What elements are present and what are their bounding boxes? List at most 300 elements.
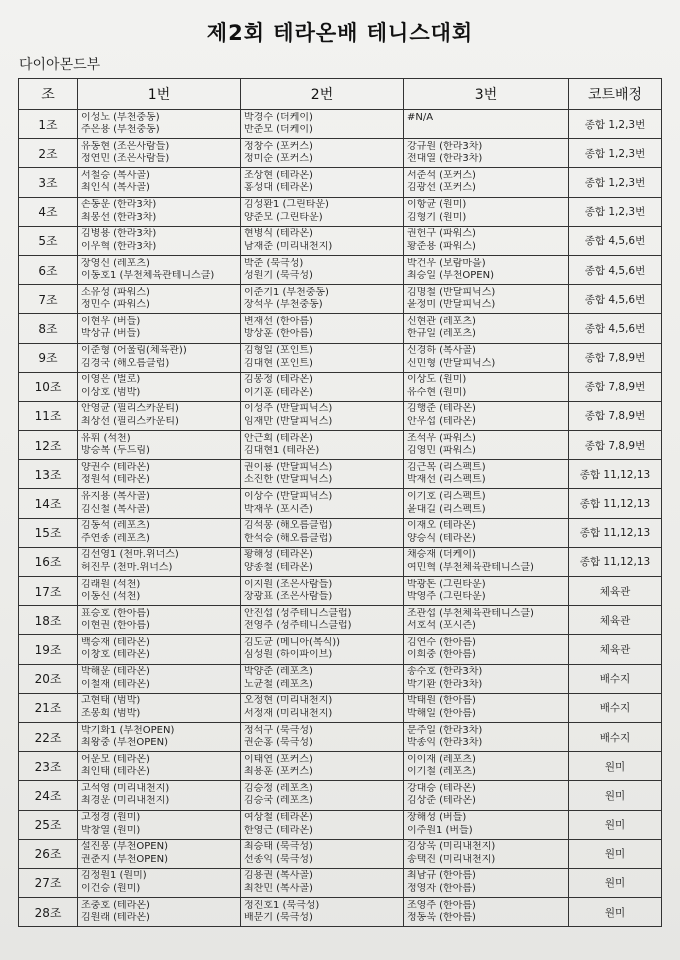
team-slot-3 xyxy=(404,810,569,839)
team-slot-1 xyxy=(78,606,241,635)
player-entry: 전대열 (한라3차) xyxy=(407,153,483,165)
team-slot-3 xyxy=(404,898,569,927)
player-entry: 김도균 (메니아(복식)) xyxy=(244,636,341,648)
player-entry: 이기호 (리스펙트) xyxy=(407,491,486,503)
player-entry: 최찬민 (복사골) xyxy=(244,882,313,894)
player-entry: 송수호 (한라3차) xyxy=(407,666,483,678)
player-entry: 정영자 (한아름) xyxy=(407,882,476,894)
group-number: 21조 xyxy=(19,693,78,722)
team-slot-2 xyxy=(241,139,404,168)
player-entry: 어운모 (테라온) xyxy=(81,753,150,765)
table-row xyxy=(19,577,662,606)
player-entry: 김명철 (반달피닉스) xyxy=(407,286,496,298)
player-entry xyxy=(407,124,568,137)
team-slot-2 xyxy=(241,606,404,635)
team-slot-2 xyxy=(241,781,404,810)
player-entry: 권이룡 (반달피닉스) xyxy=(244,461,333,473)
team-slot-3 xyxy=(404,606,569,635)
player-entry: 윤대길 (리스펙트) xyxy=(407,503,486,515)
team-slot-2 xyxy=(241,255,404,284)
player-entry: 최경운 (미리내천지) xyxy=(81,795,170,807)
table-row xyxy=(19,285,662,314)
team-slot-2 xyxy=(241,722,404,751)
team-slot-2 xyxy=(241,314,404,343)
player-entry: 최남규 (한아름) xyxy=(407,870,476,882)
team-slot-1 xyxy=(78,664,241,693)
player-entry: 김래원 (석천) xyxy=(81,578,141,590)
group-number: 4조 xyxy=(19,197,78,226)
team-slot-2 xyxy=(241,168,404,197)
player-entry: 장석우 (부천중동) xyxy=(244,299,323,311)
header-slot-3: 3번 xyxy=(404,79,569,110)
group-number: 28조 xyxy=(19,898,78,927)
team-slot-3 xyxy=(404,547,569,576)
team-slot-3 xyxy=(404,693,569,722)
player-entry: 소진한 (반달피닉스) xyxy=(244,474,333,486)
team-slot-3 xyxy=(404,635,569,664)
court-assignment: 종합 11,12,13 xyxy=(569,518,662,547)
player-entry: 박광돈 (그린타운) xyxy=(407,578,486,590)
player-entry: 이상도 (원미) xyxy=(407,374,467,386)
team-slot-3 xyxy=(404,722,569,751)
table-row xyxy=(19,139,662,168)
player-entry: 김원래 (테라온) xyxy=(81,912,150,924)
player-entry: 김봉정 (테라온) xyxy=(244,374,313,386)
player-entry: 유수현 (원미) xyxy=(407,386,467,398)
header-slot-1: 1번 xyxy=(78,79,241,110)
player-entry: 전영주 (성주테니스클럽) xyxy=(244,620,352,632)
player-entry: 박기환 (한라3차) xyxy=(407,678,483,690)
player-entry: 설진봉 (부천OPEN) xyxy=(81,841,168,853)
group-number: 3조 xyxy=(19,168,78,197)
team-slot-1 xyxy=(78,722,241,751)
team-slot-3 xyxy=(404,343,569,372)
player-entry: 김행준 (테라온) xyxy=(407,403,476,415)
player-entry: 양승식 (테라온) xyxy=(407,532,476,544)
player-entry: 배문기 (북극성) xyxy=(244,912,313,924)
player-entry: 김정원1 (원미) xyxy=(81,870,147,882)
court-assignment: 종합 4,5,6번 xyxy=(569,314,662,343)
team-slot-1 xyxy=(78,839,241,868)
player-entry: 정석구 (북극성) xyxy=(244,724,313,736)
player-entry: 박영주 (그린타운) xyxy=(407,591,486,603)
player-entry: 김형일 (포인트) xyxy=(244,345,313,357)
player-entry: 이성주 (반달피닉스) xyxy=(244,403,333,415)
group-number: 7조 xyxy=(19,285,78,314)
player-entry: 유휘 (석천) xyxy=(81,432,131,444)
table-row xyxy=(19,547,662,576)
player-entry: 김근목 (리스펙트) xyxy=(407,461,486,473)
player-entry: 신현관 (레포츠) xyxy=(407,315,476,327)
team-slot-1 xyxy=(78,314,241,343)
player-entry: 김영민 (파워스) xyxy=(407,445,476,457)
team-slot-2 xyxy=(241,693,404,722)
team-slot-2 xyxy=(241,518,404,547)
header-group: 조 xyxy=(19,79,78,110)
player-entry: 현병식 (테라온) xyxy=(244,228,313,240)
document-title: 제2회 테라온배 테니스대회 xyxy=(206,21,474,45)
team-slot-3 xyxy=(404,197,569,226)
player-entry: 소유성 (파워스) xyxy=(81,286,150,298)
table-row xyxy=(19,314,662,343)
court-assignment: 원미 xyxy=(569,810,662,839)
player-entry: 황해성 (테라온) xyxy=(244,549,313,561)
group-number: 8조 xyxy=(19,314,78,343)
team-slot-1 xyxy=(78,139,241,168)
table-row xyxy=(19,606,662,635)
team-slot-2 xyxy=(241,110,404,139)
player-entry: 황준용 (파워스) xyxy=(407,240,476,252)
team-slot-1 xyxy=(78,110,241,139)
player-entry: 박기화1 (부천OPEN) xyxy=(81,724,175,736)
team-slot-2 xyxy=(241,489,404,518)
player-entry: 김연수 (한아름) xyxy=(407,636,476,648)
team-slot-3 xyxy=(404,489,569,518)
group-number: 12조 xyxy=(19,431,78,460)
court-assignment: 배수지 xyxy=(569,664,662,693)
player-entry: 권헌구 (파워스) xyxy=(407,228,476,240)
team-slot-3 xyxy=(404,139,569,168)
court-assignment: 종합 4,5,6번 xyxy=(569,255,662,284)
table-row xyxy=(19,168,662,197)
player-entry: 최승태 (북극성) xyxy=(244,841,313,853)
table-row xyxy=(19,635,662,664)
court-assignment: 종합 11,12,13 xyxy=(569,547,662,576)
team-slot-2 xyxy=(241,460,404,489)
table-row xyxy=(19,898,662,927)
player-entry: 허진무 (천마.위너스) xyxy=(81,561,173,573)
group-number: 16조 xyxy=(19,547,78,576)
player-entry: 김신철 (복사골) xyxy=(81,503,150,515)
player-entry: 김승정 (레포츠) xyxy=(244,782,313,794)
team-slot-2 xyxy=(241,752,404,781)
player-entry: 강대승 (테라온) xyxy=(407,782,476,794)
player-entry: 김광선 (포커스) xyxy=(407,182,476,194)
court-assignment: 배수지 xyxy=(569,693,662,722)
team-slot-1 xyxy=(78,431,241,460)
player-entry: #N/A xyxy=(407,111,434,123)
player-entry: 조영주 (한아름) xyxy=(407,899,476,911)
team-slot-2 xyxy=(241,197,404,226)
team-slot-1 xyxy=(78,635,241,664)
player-entry: 이건승 (원미) xyxy=(81,882,141,894)
player-entry: 김용권 (복사골) xyxy=(244,870,313,882)
court-assignment: 원미 xyxy=(569,752,662,781)
team-slot-3 xyxy=(404,577,569,606)
player-entry: 안근회 (테라온) xyxy=(244,432,313,444)
player-entry: 서호석 (포시즌) xyxy=(407,620,476,632)
team-slot-2 xyxy=(241,285,404,314)
group-number: 17조 xyxy=(19,577,78,606)
player-entry: 정창수 (포커스) xyxy=(244,140,313,152)
team-slot-2 xyxy=(241,431,404,460)
table-row xyxy=(19,664,662,693)
court-assignment: 종합 4,5,6번 xyxy=(569,285,662,314)
court-assignment: 원미 xyxy=(569,781,662,810)
team-slot-1 xyxy=(78,168,241,197)
table-row xyxy=(19,255,662,284)
court-assignment: 종합 11,12,13 xyxy=(569,489,662,518)
court-assignment: 체육관 xyxy=(569,606,662,635)
player-entry: 박해일 (한아름) xyxy=(407,707,476,719)
court-assignment: 종합 4,5,6번 xyxy=(569,226,662,255)
group-number: 20조 xyxy=(19,664,78,693)
court-assignment: 종합 1,2,3번 xyxy=(569,110,662,139)
player-entry: 여민혁 (부천체육관테니스클) xyxy=(407,561,534,573)
court-assignment: 배수지 xyxy=(569,722,662,751)
team-slot-2 xyxy=(241,635,404,664)
group-number: 23조 xyxy=(19,752,78,781)
team-slot-3 xyxy=(404,110,569,139)
team-slot-3 xyxy=(404,460,569,489)
player-entry: 유동현 (조은사람들) xyxy=(81,140,170,152)
player-entry: 최인태 (테라온) xyxy=(81,766,150,778)
team-slot-3 xyxy=(404,168,569,197)
player-entry: 손동운 (한라3차) xyxy=(81,199,157,211)
court-assignment: 체육관 xyxy=(569,635,662,664)
team-slot-2 xyxy=(241,372,404,401)
player-entry: 이준형 (어울림(체육관)) xyxy=(81,345,187,357)
team-slot-3 xyxy=(404,314,569,343)
table-row xyxy=(19,722,662,751)
group-number: 18조 xyxy=(19,606,78,635)
player-entry: 이창호 (테라온) xyxy=(81,649,150,661)
player-entry: 김대현1 (테라온) xyxy=(244,445,320,457)
player-entry: 방상훈 (한아름) xyxy=(244,328,313,340)
group-number: 26조 xyxy=(19,839,78,868)
team-slot-3 xyxy=(404,839,569,868)
team-slot-1 xyxy=(78,781,241,810)
team-slot-3 xyxy=(404,255,569,284)
court-assignment: 종합 1,2,3번 xyxy=(569,168,662,197)
player-entry: 장해성 (버들) xyxy=(407,812,467,824)
player-entry: 김형기 (원미) xyxy=(407,211,467,223)
player-entry: 박준 (북극성) xyxy=(244,257,304,269)
player-entry: 이기철 (레포츠) xyxy=(407,766,476,778)
player-entry: 신민형 (반달피닉스) xyxy=(407,357,496,369)
player-entry: 이지원 (조은사람들) xyxy=(244,578,333,590)
player-entry: 신경하 (복사골) xyxy=(407,345,476,357)
team-slot-2 xyxy=(241,868,404,897)
player-entry: 박경수 (더케이) xyxy=(244,111,313,123)
table-row xyxy=(19,839,662,868)
player-entry: 최왕중 (부천OPEN) xyxy=(81,737,168,749)
player-entry: 한석승 (해오름클럽) xyxy=(244,532,333,544)
player-entry: 장영신 (레포츠) xyxy=(81,257,150,269)
team-slot-3 xyxy=(404,518,569,547)
player-entry: 이이재 (레포츠) xyxy=(407,753,476,765)
team-slot-3 xyxy=(404,868,569,897)
header-slot-2: 2번 xyxy=(241,79,404,110)
group-number: 6조 xyxy=(19,255,78,284)
player-entry: 유지용 (복사골) xyxy=(81,491,150,503)
team-slot-2 xyxy=(241,577,404,606)
court-assignment: 종합 7,8,9번 xyxy=(569,401,662,430)
player-entry: 오정현 (미리내천지) xyxy=(244,695,333,707)
player-entry: 박재우 (포시즌) xyxy=(244,503,313,515)
player-entry: 이현우 (버들) xyxy=(81,315,141,327)
team-slot-3 xyxy=(404,431,569,460)
player-entry: 이영은 (벌로) xyxy=(81,374,141,386)
division-label: 다이아몬드부 xyxy=(19,57,101,73)
court-assignment: 종합 7,8,9번 xyxy=(569,372,662,401)
court-assignment: 원미 xyxy=(569,898,662,927)
player-entry: 이철재 (테라온) xyxy=(81,678,150,690)
table-row xyxy=(19,868,662,897)
player-entry: 정연민 (조은사람들) xyxy=(81,153,170,165)
group-number: 25조 xyxy=(19,810,78,839)
player-entry: 한영근 (테라온) xyxy=(244,824,313,836)
player-entry: 김성환1 (그린타운) xyxy=(244,199,329,211)
team-slot-2 xyxy=(241,343,404,372)
player-entry: 윤정미 (반달피닉스) xyxy=(407,299,496,311)
team-slot-1 xyxy=(78,285,241,314)
player-entry: 서준석 (포커스) xyxy=(407,169,476,181)
player-entry: 안우섭 (테라온) xyxy=(407,415,476,427)
player-entry: 남재준 (미리내천지) xyxy=(244,240,333,252)
table-row xyxy=(19,460,662,489)
player-entry: 방승복 (두드림) xyxy=(81,445,150,457)
player-entry: 안영균 (필리스카운티) xyxy=(81,403,179,415)
group-number: 22조 xyxy=(19,722,78,751)
player-entry: 노균철 (레포츠) xyxy=(244,678,313,690)
player-entry: 양준모 (그린타운) xyxy=(244,211,323,223)
table-row xyxy=(19,197,662,226)
team-slot-1 xyxy=(78,226,241,255)
team-slot-1 xyxy=(78,255,241,284)
team-slot-2 xyxy=(241,810,404,839)
court-assignment: 종합 7,8,9번 xyxy=(569,343,662,372)
group-number: 19조 xyxy=(19,635,78,664)
table-row xyxy=(19,810,662,839)
player-entry: 박상규 (버들) xyxy=(81,328,141,340)
team-slot-1 xyxy=(78,372,241,401)
player-entry: 서철승 (복사골) xyxy=(81,169,150,181)
table-row xyxy=(19,781,662,810)
table-row xyxy=(19,401,662,430)
team-slot-3 xyxy=(404,226,569,255)
player-entry: 김선영1 (천마.위너스) xyxy=(81,549,179,561)
team-slot-1 xyxy=(78,518,241,547)
team-slot-1 xyxy=(78,547,241,576)
group-number: 1조 xyxy=(19,110,78,139)
group-number: 13조 xyxy=(19,460,78,489)
player-entry: 고현태 (범박) xyxy=(81,695,141,707)
court-assignment: 체육관 xyxy=(569,577,662,606)
team-slot-1 xyxy=(78,489,241,518)
team-slot-3 xyxy=(404,781,569,810)
team-slot-1 xyxy=(78,197,241,226)
player-entry: 박양준 (레포츠) xyxy=(244,666,313,678)
player-entry: 이성노 (부천중동) xyxy=(81,111,160,123)
table-row xyxy=(19,343,662,372)
player-entry: 서정재 (미리내천지) xyxy=(244,707,333,719)
player-entry: 고정경 (원미) xyxy=(81,812,141,824)
player-entry: 백승재 (테라온) xyxy=(81,636,150,648)
player-entry: 주은용 (부천중동) xyxy=(81,124,160,136)
player-entry: 최봉선 (한라3차) xyxy=(81,211,157,223)
player-entry: 이우혁 (한라3차) xyxy=(81,240,157,252)
player-entry: 박종익 (한라3차) xyxy=(407,737,483,749)
team-slot-3 xyxy=(404,401,569,430)
player-entry: 강규원 (한라3차) xyxy=(407,140,483,152)
player-entry: 반준모 (더케이) xyxy=(244,124,313,136)
player-entry: 김상욱 (미리내천지) xyxy=(407,841,496,853)
player-entry: 박창열 (원미) xyxy=(81,824,141,836)
player-entry: 정원석 (테라온) xyxy=(81,474,150,486)
group-number: 2조 xyxy=(19,139,78,168)
player-entry: 조충호 (테라온) xyxy=(81,899,150,911)
player-entry: 이태연 (포커스) xyxy=(244,753,313,765)
group-number: 9조 xyxy=(19,343,78,372)
table-row xyxy=(19,518,662,547)
team-slot-1 xyxy=(78,401,241,430)
player-entry: 양권수 (테라온) xyxy=(81,461,150,473)
player-entry: 김대현 (포인트) xyxy=(244,357,313,369)
player-entry: 양종철 (테라온) xyxy=(244,561,313,573)
table-row xyxy=(19,226,662,255)
team-slot-1 xyxy=(78,898,241,927)
player-entry: 김병용 (한라3차) xyxy=(81,228,157,240)
player-entry: 고석영 (미리내천지) xyxy=(81,782,170,794)
team-slot-1 xyxy=(78,752,241,781)
table-row xyxy=(19,431,662,460)
player-entry: 조관섭 (부천체육관테니스클) xyxy=(407,607,534,619)
group-number: 15조 xyxy=(19,518,78,547)
player-entry: 정미순 (포커스) xyxy=(244,153,313,165)
player-entry: 김석봉 (해오름클럽) xyxy=(244,520,333,532)
player-entry: 김상준 (테라온) xyxy=(407,795,476,807)
player-entry: 김경국 (해오름클럽) xyxy=(81,357,170,369)
player-entry: 권순홍 (북극성) xyxy=(244,737,313,749)
team-slot-1 xyxy=(78,693,241,722)
court-assignment: 종합 1,2,3번 xyxy=(569,197,662,226)
player-entry: 이상수 (반달피닉스) xyxy=(244,491,333,503)
player-entry: 이동신 (석천) xyxy=(81,591,141,603)
team-slot-1 xyxy=(78,343,241,372)
player-entry: 이주원1 (버들) xyxy=(407,824,473,836)
court-assignment: 원미 xyxy=(569,868,662,897)
player-entry: 이항균 (원미) xyxy=(407,199,467,211)
table-row xyxy=(19,372,662,401)
player-entry: 박해운 (테라온) xyxy=(81,666,150,678)
table-row xyxy=(19,110,662,139)
player-entry: 최용훈 (포커스) xyxy=(244,766,313,778)
player-entry: 채승재 (더케이) xyxy=(407,549,476,561)
player-entry: 최인식 (복사골) xyxy=(81,182,150,194)
player-entry: 박태원 (한아름) xyxy=(407,695,476,707)
player-entry: 임재만 (반달피닉스) xyxy=(244,415,333,427)
player-entry: 조봉희 (범박) xyxy=(81,707,141,719)
player-entry: 이동호1 (부천체육관테니스클) xyxy=(81,270,215,282)
team-slot-2 xyxy=(241,547,404,576)
court-assignment: 종합 1,2,3번 xyxy=(569,139,662,168)
team-slot-3 xyxy=(404,372,569,401)
player-entry: 장광표 (조은사람들) xyxy=(244,591,333,603)
group-number: 14조 xyxy=(19,489,78,518)
group-number: 24조 xyxy=(19,781,78,810)
group-number: 5조 xyxy=(19,226,78,255)
court-assignment: 종합 11,12,13 xyxy=(569,460,662,489)
team-slot-1 xyxy=(78,810,241,839)
player-entry: 안진섭 (성주테니스클럽) xyxy=(244,607,352,619)
player-entry: 박건우 (보람마을) xyxy=(407,257,486,269)
player-entry: 선종익 (북극성) xyxy=(244,853,313,865)
player-entry: 문주일 (한라3차) xyxy=(407,724,483,736)
player-entry: 김승국 (레포츠) xyxy=(244,795,313,807)
group-number: 27조 xyxy=(19,868,78,897)
player-entry: 조상현 (테라온) xyxy=(244,169,313,181)
